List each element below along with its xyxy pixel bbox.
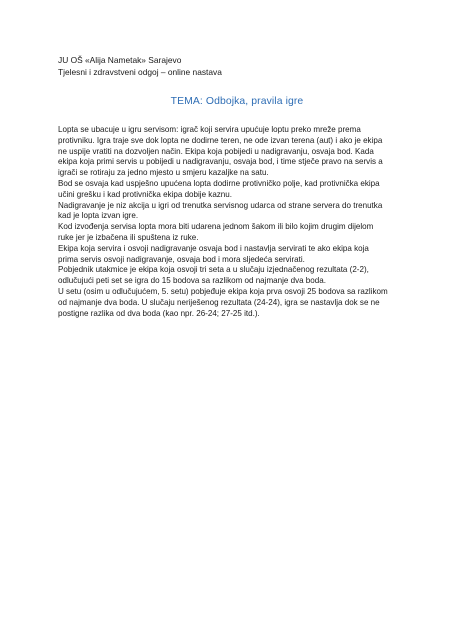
text-line: ne uspije vratiti na dozvoljen način. Ekipa koja pobijedi u nadigravanju, osvaja bod. Kada [58, 146, 374, 156]
text-line: od najmanje dva boda. U slučaju neriješenog rezultata (24-24), igra se nastavlja dok se ne [58, 297, 380, 307]
paragraph-point [58, 179, 418, 201]
text-line: odlučujući peti set se igra do 15 bodova sa razlikom od najmanje dva boda. [58, 276, 326, 286]
lesson-title: TEMA: Odbojka, pravila igre [170, 96, 304, 107]
text-line: Nadigravanje je niz akcija u igri od trenutka servisnog udarca od strane servera do trenutka [58, 200, 383, 210]
document-header [58, 55, 222, 78]
course-name: Tjelesni i zdravstveni odgoj – online nastava [58, 66, 222, 77]
text-line: prima servis osvoji nadigravanje, osvaja bod i mora sljedeća servirati. [58, 254, 305, 264]
school-name: JU OŠ «Alija Nametak» Sarajevo [58, 55, 182, 65]
paragraph-set-winner [58, 287, 418, 319]
paragraph-serving-team [58, 244, 418, 266]
text-line: Kod izvođenja servisa lopta mora biti udarena jednom šakom ili bilo kojim drugim dijelom [58, 222, 374, 232]
text-line: ekipa koja primi servis u pobijedi u nadigravanju, osvaja bod, i time stječe pravo na servis a [58, 157, 383, 167]
text-line: igrači se rotiraju za jedno mjesto u smjeru kazaljke na satu. [58, 168, 269, 178]
paragraph-serve-execution [58, 222, 418, 244]
paragraph-serve [58, 125, 418, 179]
text-line: U setu (osim u odlučujućem, 5. setu) pobjeđuje ekipa koja prva osvoji 25 bodova sa razlikom [58, 286, 388, 296]
text-line: Ekipa koja servira i osvoji nadigravanje osvaja bod i nastavlja servirati te ako ekipa koja [58, 243, 369, 253]
paragraph-rally [58, 201, 418, 223]
text-line: protivniku. Igra traje sve dok lopta ne dodirne teren, ne ode izvan terena (aut) i ako je ekipa [58, 135, 383, 145]
text-line: učini grešku i kad protivnička ekipa dobije kaznu. [58, 189, 232, 199]
text-line: kad je lopta izvan igre. [58, 211, 139, 221]
text-line: Lopta se ubacuje u igru servisom: igrač koji servira upućuje loptu preko mreže prema [58, 125, 361, 134]
text-line: postigne razlika od dva boda (kao npr. 26-24; 27-25 itd.). [58, 308, 260, 318]
text-line: ruke jer je izbačena ili spuštena iz ruke. [58, 232, 199, 242]
text-line: Bod se osvaja kad uspješno upućena lopta dodirne protivničko polje, kad protivnička ekipa [58, 178, 380, 188]
text-line: Pobjednik utakmice je ekipa koja osvoji tri seta a u slučaju izjednačenog rezultata (2-2), [58, 265, 369, 275]
paragraph-match-winner [58, 265, 418, 287]
lesson-body [58, 125, 418, 319]
